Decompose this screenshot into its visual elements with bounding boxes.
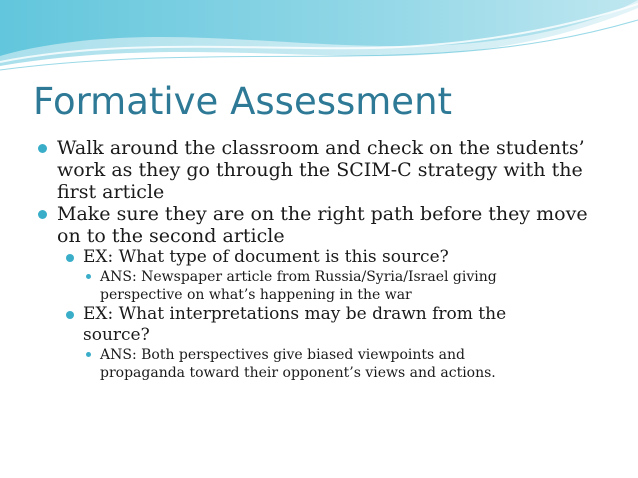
bullet-dot-icon — [66, 254, 74, 262]
slide-title: Formative Assessment — [33, 80, 453, 123]
bullet-text-line: Walk around the classroom and check on the students’ — [57, 137, 585, 159]
bullet-text-line: ANS: Newspaper article from Russia/Syria/Israel giving — [100, 269, 497, 285]
bullet-text-line: first article — [57, 181, 165, 203]
bullet-text-line: ANS: Both perspectives give biased viewpoints and — [100, 347, 465, 363]
bullet-text-line: EX: What type of document is this source? — [83, 247, 449, 267]
bullet-dot-icon — [38, 210, 47, 219]
header-wave-decoration — [0, 0, 638, 80]
bullet-item — [0, 137, 638, 203]
bullet-text-line: source? — [83, 325, 150, 345]
bullet-list — [0, 137, 638, 382]
answer-item — [0, 268, 638, 304]
bullet-text-line: on to the second article — [57, 225, 285, 247]
bullet-dot-icon — [86, 274, 91, 279]
bullet-dot-icon — [86, 352, 91, 357]
bullet-item — [0, 203, 638, 247]
bullet-dot-icon — [66, 311, 74, 319]
sub-bullet-item — [0, 247, 638, 268]
answer-item — [0, 346, 638, 382]
bullet-text-line: perspective on what’s happening in the war — [100, 287, 412, 303]
bullet-text-line: Make sure they are on the right path before they move — [57, 203, 588, 225]
bullet-text-line: EX: What interpretations may be drawn from the — [83, 304, 507, 324]
sub-bullet-item — [0, 304, 638, 346]
bullet-dot-icon — [38, 144, 47, 153]
bullet-text-line: propaganda toward their opponent’s views and actions. — [100, 365, 496, 381]
bullet-text-line: work as they go through the SCIM-C strategy with the — [57, 159, 583, 181]
